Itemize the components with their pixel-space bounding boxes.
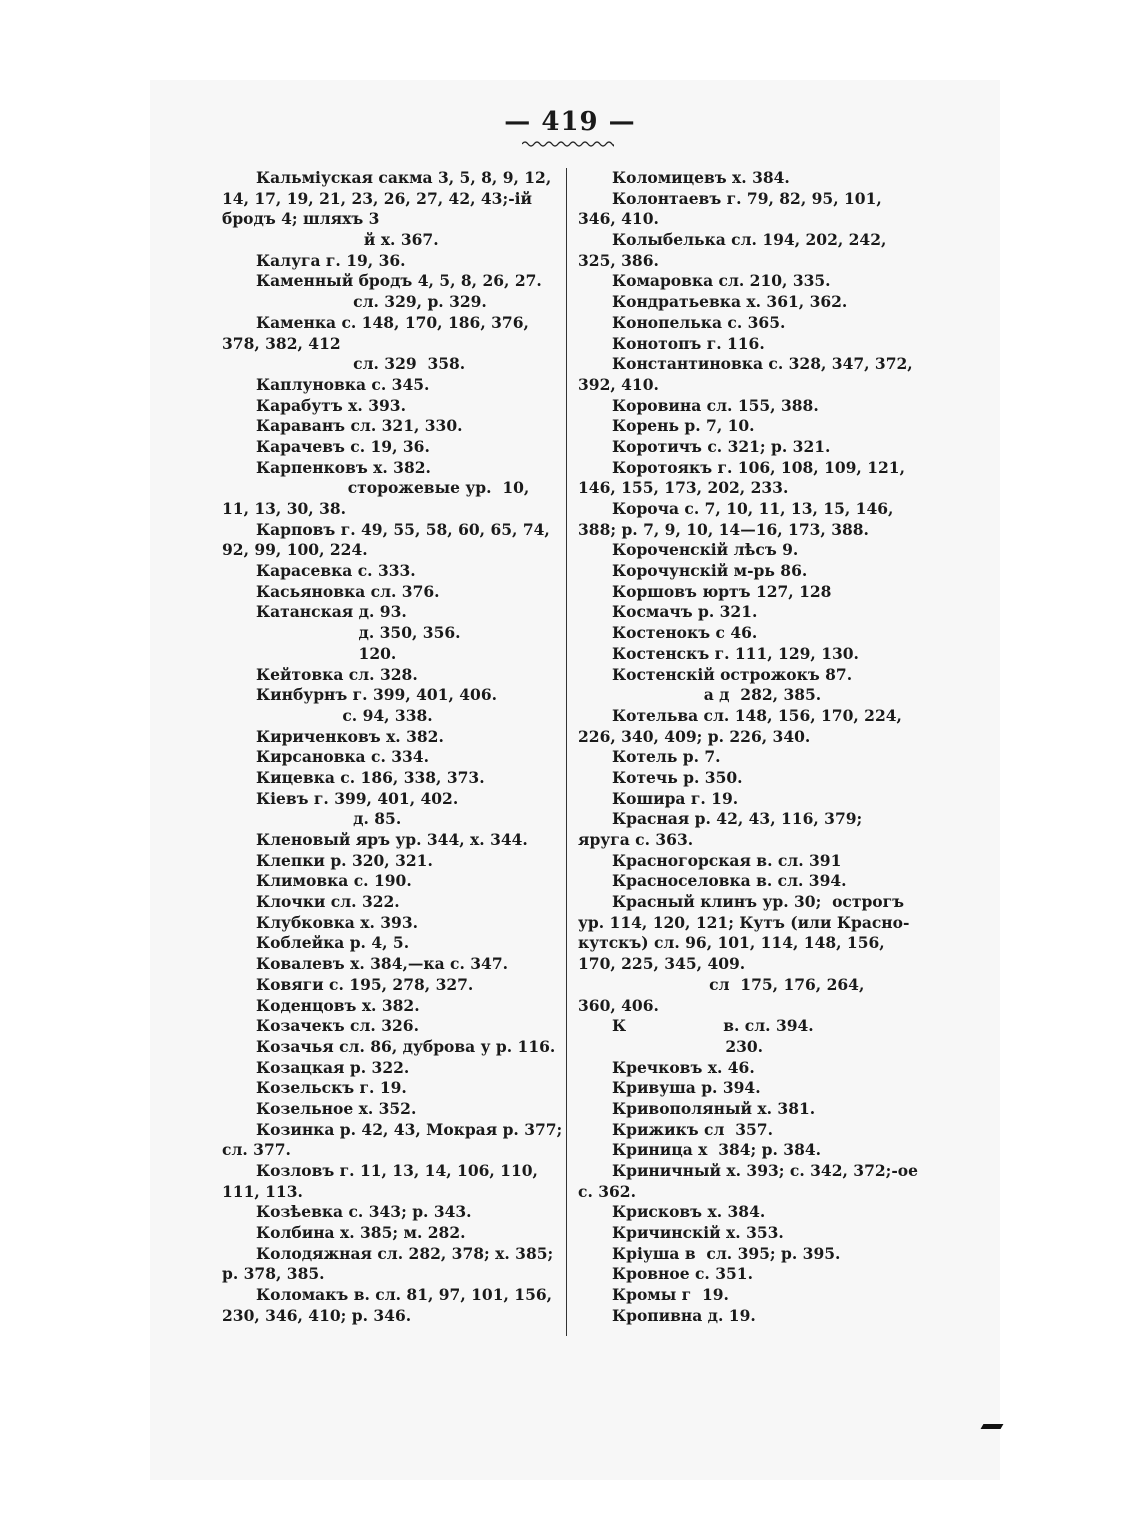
- index-line: Колодяжная сл. 282, 378; х. 385;: [256, 1243, 554, 1263]
- index-line: Крижикъ сл 357.: [612, 1119, 773, 1139]
- index-line: Козѣевка с. 343; р. 343.: [256, 1202, 472, 1222]
- index-line: Крисковъ х. 384.: [612, 1202, 766, 1222]
- index-line: Коровина сл. 155, 388.: [612, 395, 819, 415]
- index-line: Козельскъ г. 19.: [256, 1078, 407, 1098]
- index-line: 378, 382, 412: [222, 333, 341, 353]
- index-line: Конопелька с. 365.: [612, 312, 786, 332]
- index-line: Кирсановка с. 334.: [256, 747, 429, 767]
- index-line: Кіевъ г. 399, 401, 402.: [256, 788, 459, 808]
- index-line: Коломицевъ х. 384.: [612, 168, 790, 187]
- index-line: Константиновка с. 328, 347, 372,: [612, 354, 913, 374]
- index-line: Короченскій лѣсъ 9.: [612, 540, 799, 560]
- index-line: Кондратьевка х. 361, 362.: [612, 292, 848, 312]
- index-line: Красный клинъ ур. 30; острогъ: [612, 892, 905, 912]
- index-line: 11, 13, 30, 38.: [222, 499, 347, 518]
- index-line: Колыбелька сл. 194, 202, 242,: [612, 230, 887, 250]
- index-line: Козельное х. 352.: [256, 1098, 417, 1118]
- index-line: Катанская д. 93.: [256, 602, 407, 622]
- index-line: Кривуша р. 394.: [612, 1078, 761, 1098]
- index-line: Козловъ г. 11, 13, 14, 106, 110,: [256, 1161, 538, 1180]
- right-column: [578, 168, 916, 1327]
- index-line: Клочки сл. 322.: [256, 892, 400, 912]
- index-line: 92, 99, 100, 224.: [222, 540, 368, 560]
- index-line: сл 175, 176, 264,: [612, 974, 865, 994]
- index-line: Ковяги с. 195, 278, 327.: [256, 974, 474, 994]
- index-line: Коблейка р. 4, 5.: [256, 933, 410, 953]
- index-line: Космачъ р. 321.: [612, 602, 758, 622]
- index-line: а д 282, 385.: [612, 685, 822, 705]
- index-line: 14, 17, 19, 21, 23, 26, 27, 42, 43;-ій: [222, 188, 533, 208]
- index-line: бродъ 4; шляхъ 3: [222, 209, 380, 229]
- index-line: Коршовъ юртъ 127, 128: [612, 581, 832, 601]
- index-line: Козацкая р. 322.: [256, 1057, 410, 1077]
- index-line: Костенскъ г. 111, 129, 130.: [612, 643, 859, 663]
- index-line: Касьяновка сл. 376.: [256, 581, 440, 601]
- index-line: сл. 329, р. 329.: [256, 292, 487, 312]
- index-line: Корень р. 7, 10.: [612, 416, 755, 436]
- index-line: Карасевка с. 333.: [256, 561, 416, 581]
- index-line: сл. 377.: [222, 1140, 291, 1160]
- left-column: [222, 168, 563, 1327]
- index-line: Котельва сл. 148, 156, 170, 224,: [612, 705, 902, 725]
- index-line: Каменный бродъ 4, 5, 8, 26, 27.: [256, 271, 542, 291]
- index-line: 230, 346, 410; р. 346.: [222, 1305, 412, 1325]
- index-line: ур. 114, 120, 121; Кутъ (или Красно-: [578, 912, 910, 932]
- index-line: Колбина х. 385; м. 282.: [256, 1223, 466, 1243]
- index-line: Конотопъ г. 116.: [612, 333, 765, 353]
- index-line: с. 362.: [578, 1181, 636, 1201]
- index-line: 120.: [256, 643, 397, 663]
- index-line: 146, 155, 173, 202, 233.: [578, 478, 789, 498]
- index-line: Козинка р. 42, 43, Мокрая р. 377;: [256, 1119, 563, 1139]
- index-line: 388; р. 7, 9, 10, 14—16, 173, 388.: [578, 519, 869, 539]
- index-line: Клепки р. 320, 321.: [256, 850, 433, 870]
- index-line: Костенскій острожокъ 87.: [612, 664, 853, 684]
- index-line: д. 85.: [256, 809, 402, 829]
- index-line: Кейтовка сл. 328.: [256, 664, 418, 684]
- index-line: Кріуша в сл. 395; р. 395.: [612, 1243, 841, 1263]
- index-line: Красногорская в. сл. 391: [612, 850, 842, 870]
- index-line: Ковалевъ х. 384,—ка с. 347.: [256, 954, 508, 974]
- index-line: Кошира г. 19.: [612, 788, 739, 808]
- index-line: р. 378, 385.: [222, 1264, 325, 1284]
- index-line: Кровное с. 351.: [612, 1264, 753, 1284]
- index-line: Кривополяный х. 381.: [612, 1098, 816, 1118]
- index-line: Караванъ сл. 321, 330.: [256, 416, 463, 436]
- index-line: 346, 410.: [578, 209, 659, 229]
- index-line: Козачья сл. 86, дуброва у р. 116.: [256, 1036, 556, 1056]
- wavy-underline: [522, 140, 614, 148]
- index-line: Колонтаевъ г. 79, 82, 95, 101,: [612, 188, 882, 208]
- index-line: с. 94, 338.: [256, 705, 433, 725]
- index-line: сторожевые ур. 10,: [256, 478, 530, 498]
- index-line: Костенокъ с 46.: [612, 623, 758, 643]
- index-line: Криничный х. 393; с. 342, 372;-ое: [612, 1161, 918, 1180]
- index-line: Коротичъ с. 321; р. 321.: [612, 436, 831, 456]
- index-line: сл. 329 358.: [256, 354, 466, 374]
- index-line: Кромы г 19.: [612, 1285, 729, 1305]
- index-line: Карачевъ с. 19, 36.: [256, 436, 430, 456]
- index-line: 230.: [612, 1036, 764, 1056]
- index-line: Карповъ г. 49, 55, 58, 60, 65, 74,: [256, 519, 550, 539]
- index-line: Кицевка с. 186, 338, 373.: [256, 767, 485, 787]
- index-line: кутскъ) сл. 96, 101, 114, 148, 156,: [578, 933, 885, 953]
- index-line: Каплуновка с. 345.: [256, 374, 430, 394]
- index-line: Красная р. 42, 43, 116, 379;: [612, 809, 863, 829]
- index-line: Кальміуская сакма 3, 5, 8, 9, 12,: [256, 168, 552, 187]
- index-line: Кириченковъ х. 382.: [256, 726, 444, 746]
- index-line: Карпенковъ х. 382.: [256, 457, 431, 477]
- edge-mark: [981, 1424, 1004, 1429]
- index-line: Красноселовка в. сл. 394.: [612, 871, 847, 891]
- index-line: Клубковка х. 393.: [256, 912, 419, 932]
- index-line: 392, 410.: [578, 374, 659, 394]
- index-line: Короча с. 7, 10, 11, 13, 15, 146,: [612, 499, 894, 518]
- index-line: Коротоякъ г. 106, 108, 109, 121,: [612, 457, 905, 477]
- index-line: Карабутъ х. 393.: [256, 395, 406, 415]
- index-line: 111, 113.: [222, 1181, 303, 1201]
- index-line: Котечь р. 350.: [612, 767, 743, 787]
- index-line: Кречковъ х. 46.: [612, 1057, 755, 1077]
- index-line: д. 350, 356.: [256, 623, 461, 643]
- index-line: 170, 225, 345, 409.: [578, 954, 746, 974]
- index-line: й х. 367.: [256, 230, 439, 250]
- index-line: Кинбурнъ г. 399, 401, 406.: [256, 685, 498, 705]
- index-line: Корочунскій м-рь 86.: [612, 561, 808, 581]
- index-line: Калуга г. 19, 36.: [256, 250, 406, 270]
- index-line: яруга с. 363.: [578, 830, 694, 849]
- index-line: Кропивна д. 19.: [612, 1305, 756, 1325]
- index-line: Климовка с. 190.: [256, 871, 412, 891]
- page-number: — 419 —: [504, 107, 636, 137]
- index-line: Коденцовъ х. 382.: [256, 995, 420, 1015]
- index-line: 226, 340, 409; р. 226, 340.: [578, 726, 811, 746]
- index-line: 360, 406.: [578, 995, 659, 1015]
- index-line: Коломакъ в. сл. 81, 97, 101, 156,: [256, 1285, 553, 1305]
- index-line: Кричинскій х. 353.: [612, 1223, 784, 1243]
- index-line: Каменка с. 148, 170, 186, 376,: [256, 312, 529, 332]
- column-divider: [566, 168, 567, 1336]
- index-line: 325, 386.: [578, 250, 659, 270]
- index-line: Криница х 384; р. 384.: [612, 1140, 822, 1160]
- index-line: Комаровка сл. 210, 335.: [612, 271, 831, 291]
- index-line: Котель р. 7.: [612, 747, 721, 767]
- index-line: Козачекъ сл. 326.: [256, 1016, 419, 1036]
- index-line: К в. сл. 394.: [612, 1016, 814, 1036]
- index-line: Кленовый яръ ур. 344, х. 344.: [256, 830, 528, 849]
